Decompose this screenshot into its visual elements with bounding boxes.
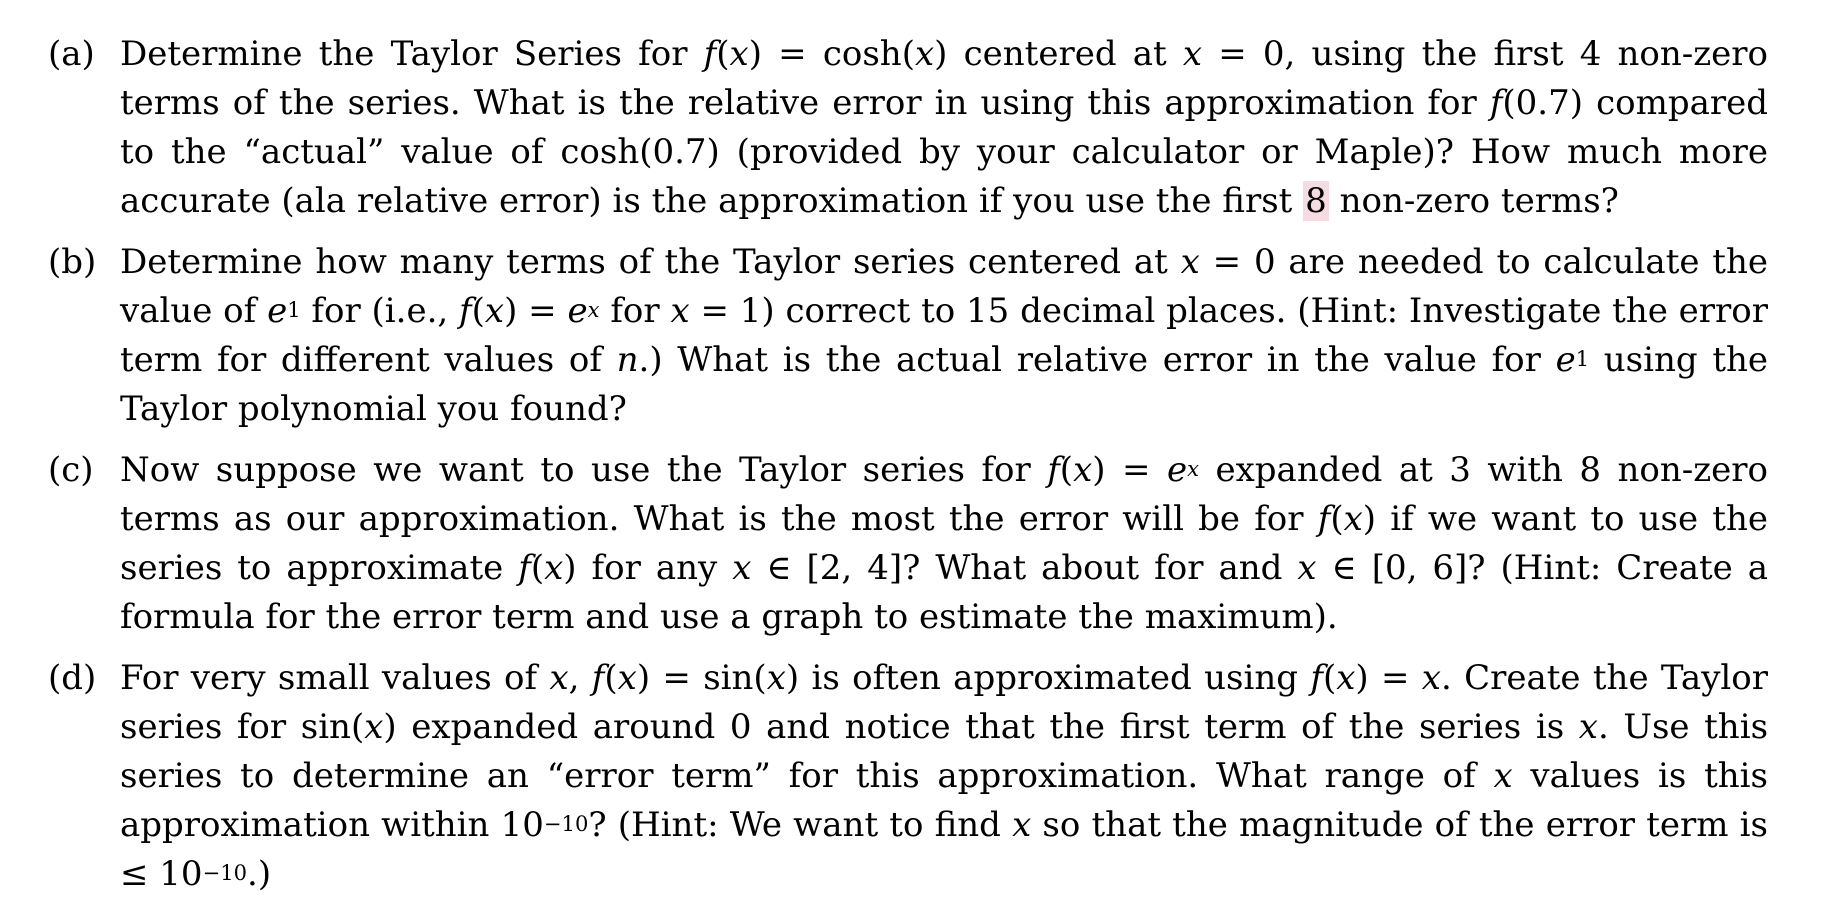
math-variable: x [364,707,384,747]
superscript: −10 [543,810,589,836]
text-run: expanded at 3 with 8 non-zero terms as our approximation. What is the most the error will be for [120,450,1769,539]
text-run: so that the magnitude of the error term is ≤ 10 [120,805,1768,894]
math-variable: f [518,548,531,588]
text-run: for (i.e., [300,291,460,331]
math-variable: f [1047,450,1060,490]
math-variable: f [703,34,717,74]
text-run: ) = [1092,450,1167,490]
superscript: 1 [287,296,301,322]
math-variable: x [1180,242,1200,282]
text-run: ) = sin( [636,658,767,698]
problem-text [120,30,1768,226]
text-run: . Use this series to determine an “error term” for this approximation. What range of [120,707,1769,796]
text-run: values is this approximation within 10 [120,756,1768,845]
text-run: ( [1330,499,1344,539]
math-variable: e [1555,340,1576,380]
math-variable: x [617,658,637,698]
math-variable: x [1578,707,1598,747]
text-run: ) if we want to use the series to approximate [120,499,1768,588]
math-variable: f [1310,658,1323,698]
superscript: −10 [202,859,248,885]
math-variable: x [549,658,569,698]
text-run: using the Taylor polynomial you found? [120,340,1768,429]
math-variable: f [459,291,472,331]
problem-item [48,654,1768,899]
math-variable: e [567,291,588,331]
text-run: for [599,291,671,331]
text-run: Now suppose we want to use the Taylor series for [120,450,1048,490]
text-run: ) = [504,291,568,331]
text-run: .) [247,854,272,894]
text-run: ? (Hint: We want to find [588,805,1013,845]
math-variable: x [1343,499,1363,539]
problem-letter: (d) [48,658,97,698]
text-run: = 1) correct to 15 decimal places. (Hint: Investigate the error term for different values of [120,291,1769,380]
text-run: . Create the Taylor series for sin( [120,658,1768,747]
math-variable: x [732,548,752,588]
problem-letter: (c) [48,450,94,490]
math-variable: x [670,291,690,331]
text-run: Determine the Taylor Series for [120,34,704,74]
text-run: = 0, using the first 4 non-zero terms of the series. What is the relative error in using this approximation for [120,34,1769,123]
math-variable: x [1336,658,1356,698]
text-run: ) = cosh( [748,34,915,74]
text-run: ) = [1355,658,1422,698]
math-variable: x [1421,658,1441,698]
superscript: x [1187,455,1199,481]
math-variable: x [1182,34,1203,74]
math-variable: n [616,340,639,380]
text-run: ) centered at [934,34,1183,74]
math-variable: x [544,548,564,588]
problem-text [120,238,1768,434]
text-run: = 0 are needed to calculate the value of [120,242,1768,331]
problem-text [120,446,1768,642]
text-run: .) What is the actual relative error in the value for [638,340,1556,380]
math-variable: x [1297,548,1317,588]
problem-item [48,446,1768,642]
problem-item [48,238,1768,434]
problem-text [120,654,1768,899]
text-run: , [568,658,592,698]
math-variable: x [1012,805,1032,845]
text-run: Determine how many terms of the Taylor series centered at [120,242,1181,282]
text-run: (0.7) compared to the “actual” value of cosh(0.7) (provided by your calculator or Maple)? How much more accurate (ala relative error) is the approximation if you use the first [120,83,1768,221]
problem-list [48,30,1768,899]
math-variable: x [1493,756,1513,796]
superscript: 1 [1575,345,1590,371]
math-variable: x [766,658,786,698]
math-variable: e [267,291,288,331]
text-run: ∈ [2, 4]? What about for and [751,548,1298,588]
text-run: ) is often approximated using [785,658,1311,698]
text-run: For very small values of [120,658,550,698]
math-variable: x [1073,450,1093,490]
text-run: ∈ [0, 6]? (Hint: Create a formula for the error term and use a graph to estimate the maximum). [120,548,1769,637]
text-run: ( [716,34,730,74]
text-run: non-zero terms? [1328,181,1619,221]
math-variable: f [1317,499,1331,539]
text-run: ( [1059,450,1074,490]
text-run: ( [530,548,545,588]
math-variable: f [591,658,605,698]
text-run: ( [1322,658,1337,698]
superscript: x [587,296,600,322]
math-variable: x [484,291,505,331]
text-run: ( [471,291,485,331]
text-run: ) for any [563,548,733,588]
text-run: ) expanded around 0 and notice that the first term of the series is [383,707,1579,747]
highlighted-text: 8 [1305,181,1327,221]
problem-letter: (b) [48,242,97,282]
problem-letter: (a) [48,34,95,74]
math-variable: x [914,34,935,74]
math-variable: e [1166,450,1188,490]
problem-item [48,30,1768,226]
text-run: ( [604,658,618,698]
math-variable: f [1489,83,1503,123]
math-variable: x [729,34,749,74]
